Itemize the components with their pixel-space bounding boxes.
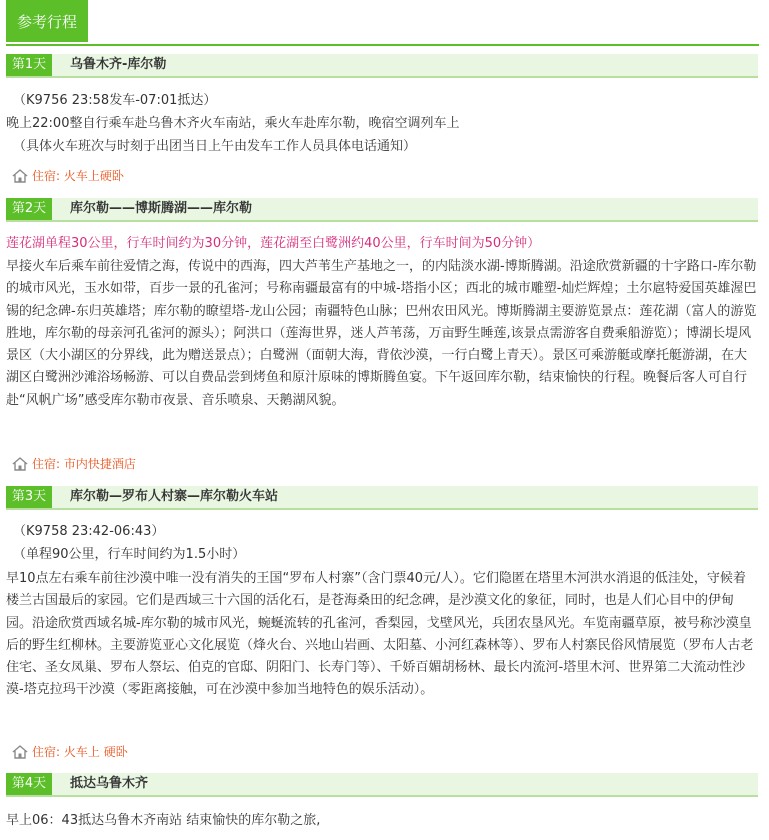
stay-info xyxy=(12,167,124,185)
train-notice: （具体火车班次与时刻于出团当日上午由发车工作人员具体电话通知） xyxy=(13,139,417,154)
distance-info: （单程90公里，行车时间约为1.5小时） xyxy=(13,547,246,562)
section-header xyxy=(6,0,759,46)
stay-info xyxy=(12,743,128,761)
day-title: 库尔勒——博斯腾湖——库尔勒 xyxy=(70,201,253,216)
house-icon xyxy=(12,745,28,759)
day-title: 乌鲁木齐-库尔勒 xyxy=(70,57,167,72)
day-badge: 第3天 xyxy=(6,486,52,508)
day-badge: 第4天 xyxy=(6,773,52,795)
day-description: 早10点左右乘车前往沙漠中唯一没有消失的王国“罗布人村寨”（含门票40元/人）。它们隐匿在塔里木河洪水消退的低洼处，守候着楼兰古国最后的家园。它们是西域三十六国的活化石，是苍海桑田的纪念碑，是沙漠文化的象征，同时，也是人们心目中的伊甸园。沿途欣赏西域名城-库尔勒的城市风光，蜿蜒流转的孔雀河，香梨园，戈壁风光，兵团农垦风光。车览南疆草原，被号称沙漠皇后的野生红柳林。主要游览亚心文化展览（烽火台、兴地山岩画、太阳墓、小河红森林等）、罗布人村寨民俗风情展览（罗布人古老住宅、圣女凤巢、罗布人祭坛、伯克的官邸、阴阳门、长寿门等）、千娇百媚胡杨林、最长内流河-塔里木河、世界第二大流动性沙漠-塔克拉玛干沙漠（零距离接触，可在沙漠中参加当地特色的娱乐活动）。 xyxy=(6,571,754,698)
stay-label: 住宿: xyxy=(32,745,61,759)
stay-label: 住宿: xyxy=(32,457,61,471)
train-info: （K9756 23:58发车-07:01抵达） xyxy=(13,93,217,108)
day-1-header xyxy=(6,54,758,78)
stay-label: 住宿: xyxy=(32,169,61,183)
day-description: 晚上22:00整自行乘车赴乌鲁木齐火车南站，乘火车赴库尔勒，晚宿空调列车上 xyxy=(6,116,460,131)
stay-value: 市内快捷酒店 xyxy=(63,457,136,471)
stay-value: 火车上 硬卧 xyxy=(63,745,128,759)
train-info: （K9758 23:42-06:43） xyxy=(13,524,165,539)
day-badge: 第2天 xyxy=(6,198,52,220)
day-title: 抵达乌鲁木齐 xyxy=(70,776,149,791)
day-3-header xyxy=(6,486,758,510)
distance-highlight: 莲花湖单程30公里，行车时间约为30分钟，莲花湖至白鹭洲约40公里，行车时间为50分钟） xyxy=(6,236,541,251)
day-description: 早上06：43抵达乌鲁木齐南站 结束愉快的库尔勒之旅, xyxy=(6,813,321,828)
house-icon xyxy=(12,457,28,471)
day-2-header xyxy=(6,198,758,222)
day-4-header xyxy=(6,773,758,797)
stay-value: 火车上硬卧 xyxy=(63,169,124,183)
stay-info xyxy=(12,455,136,473)
day-description: 早接火车后乘车前往爱情之海，传说中的西海，四大芦苇生产基地之一，的内陆淡水湖-博斯腾湖。沿途欣赏新疆的十字路口-库尔勒的城市风光，玉水如带，百步一景的孔雀河；号称南疆最富有的中城-塔指小区；西北的城市雕塑-灿烂辉煌；土尔扈特爱国英雄渥巴锡的纪念碑-东归英雄塔；库尔勒的瞭望塔-龙山公园；南疆特色山脉；巴州农田风光。博斯腾湖主要游览景点：莲花湖（富人的游览胜地，库尔勒的母亲河孔雀河的源头）；阿洪口（莲海世界，迷人芦苇荡，万亩野生睡莲,该景点需游客自费乘船游览）；博湖长堤风景区（大小湖区的分界线，此为赠送景点）；白鹭洲（面朝大海，背依沙漠，一行白鹭上青天）。景区可乘游艇或摩托艇游湖，在大湖区白鹭洲沙滩浴场畅游、可以自费品尝到烤鱼和原汁原味的博斯腾鱼宴。下午返回库尔勒，结束愉快的行程。晚餐后客人可自行赴“风帆广场”感受库尔勒市夜景、音乐喷泉、天鹅湖风貌。 xyxy=(6,259,757,408)
day-title: 库尔勒—罗布人村寨—库尔勒火车站 xyxy=(70,489,279,504)
day-badge: 第1天 xyxy=(6,54,52,76)
itinerary-tab[interactable]: 参考行程 xyxy=(6,0,88,42)
house-icon xyxy=(12,169,28,183)
